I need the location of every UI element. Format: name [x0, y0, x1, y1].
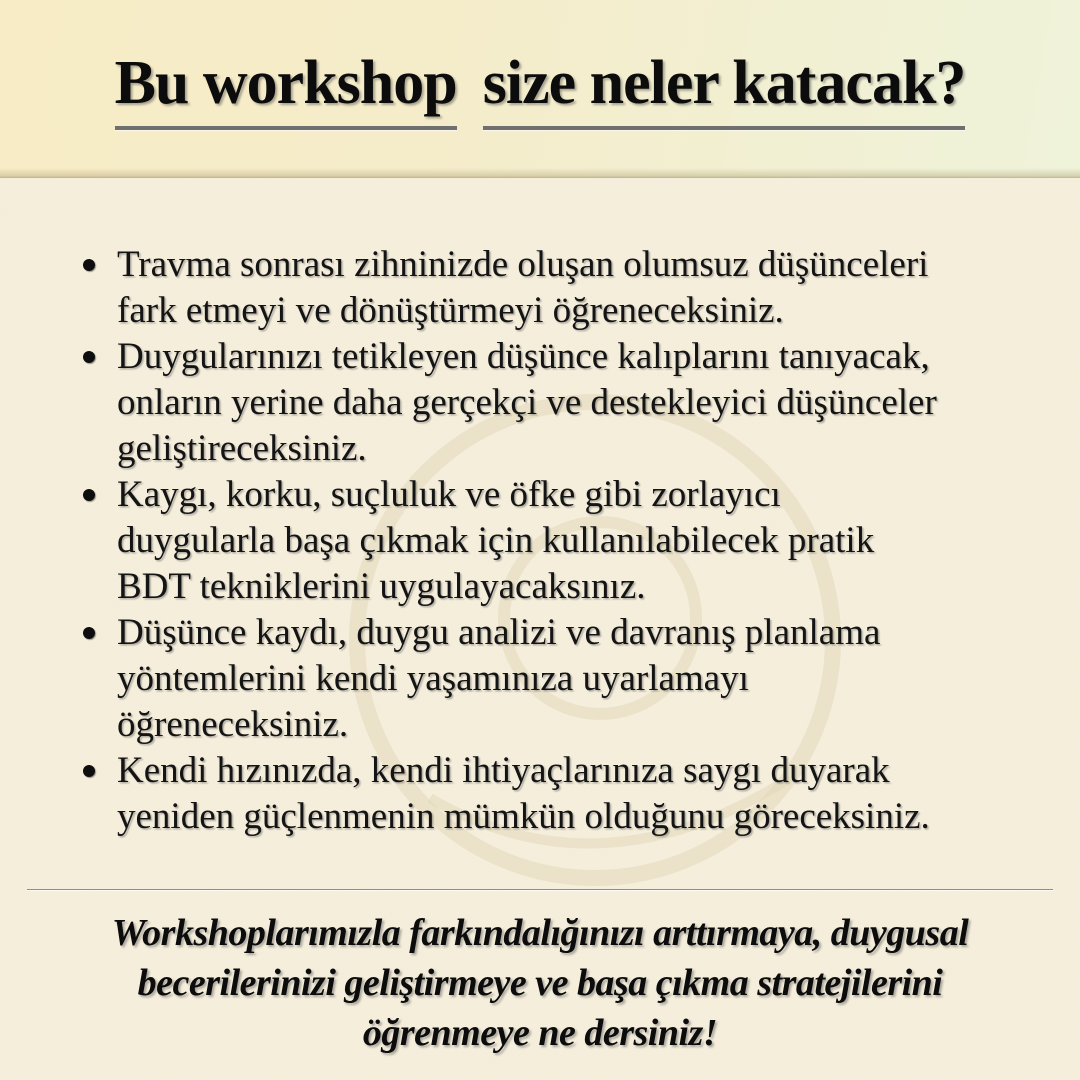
bullet-icon	[83, 351, 95, 363]
list-item	[83, 334, 1043, 472]
benefits-list	[83, 242, 1043, 840]
bullet-text-line: yeniden güçlenmenin mümkün olduğunu göreceksiniz.	[117, 796, 930, 837]
bullet-text-line: Travma sonrası zihninizde oluşan olumsuz düşünceleri	[117, 244, 929, 285]
list-item	[83, 242, 1043, 334]
bullet-text-line: geliştireceksiniz.	[117, 428, 367, 469]
title-segment-1: Bu workshop	[115, 52, 457, 130]
divider	[27, 889, 1053, 890]
list-item	[83, 472, 1043, 610]
footer-text-line: öğrenmeye ne dersiniz!	[362, 1012, 718, 1054]
bullet-text-line: Kaygı, korku, suçluluk ve öfke gibi zorlayıcı	[117, 474, 781, 515]
bullet-text-line: BDT tekniklerini uygulayacaksınız.	[117, 566, 646, 607]
list-item	[83, 748, 1043, 840]
bullet-icon	[83, 627, 95, 639]
bullet-text-line: öğreneceksiniz.	[117, 704, 349, 745]
bullet-text-line: onların yerine daha gerçekçi ve destekleyici düşünceler	[117, 382, 937, 423]
bullet-icon	[83, 489, 95, 501]
bullet-text-line: Düşünce kaydı, duygu analizi ve davranış planlama	[117, 612, 881, 653]
title-segment-2: size neler katacak?	[483, 52, 966, 130]
bullet-icon	[83, 259, 95, 271]
bullet-text-line: yöntemlerini kendi yaşamınıza uyarlamayı	[117, 658, 749, 699]
footer-text-line: becerilerinizi geliştirmeye ve başa çıkma stratejilerini	[137, 962, 943, 1004]
bullet-text-line: Duygularınızı tetikleyen düşünce kalıplarını tanıyacak,	[117, 336, 930, 377]
list-item	[83, 610, 1043, 748]
footer-note	[0, 908, 1080, 1058]
bullet-text-line: Kendi hızınızda, kendi ihtiyaçlarınıza saygı duyarak	[117, 750, 890, 791]
title-banner	[0, 0, 1080, 178]
footer-text-line: Workshoplarımızla farkındalığınızı arttırmaya, duygusal	[111, 912, 969, 954]
bullet-icon	[83, 765, 95, 777]
bullet-text-line: duygularla başa çıkmak için kullanılabilecek pratik	[117, 520, 875, 561]
bullet-text-line: fark etmeyi ve dönüştürmeyi öğreneceksiniz.	[117, 290, 784, 331]
page-title	[0, 0, 1080, 130]
